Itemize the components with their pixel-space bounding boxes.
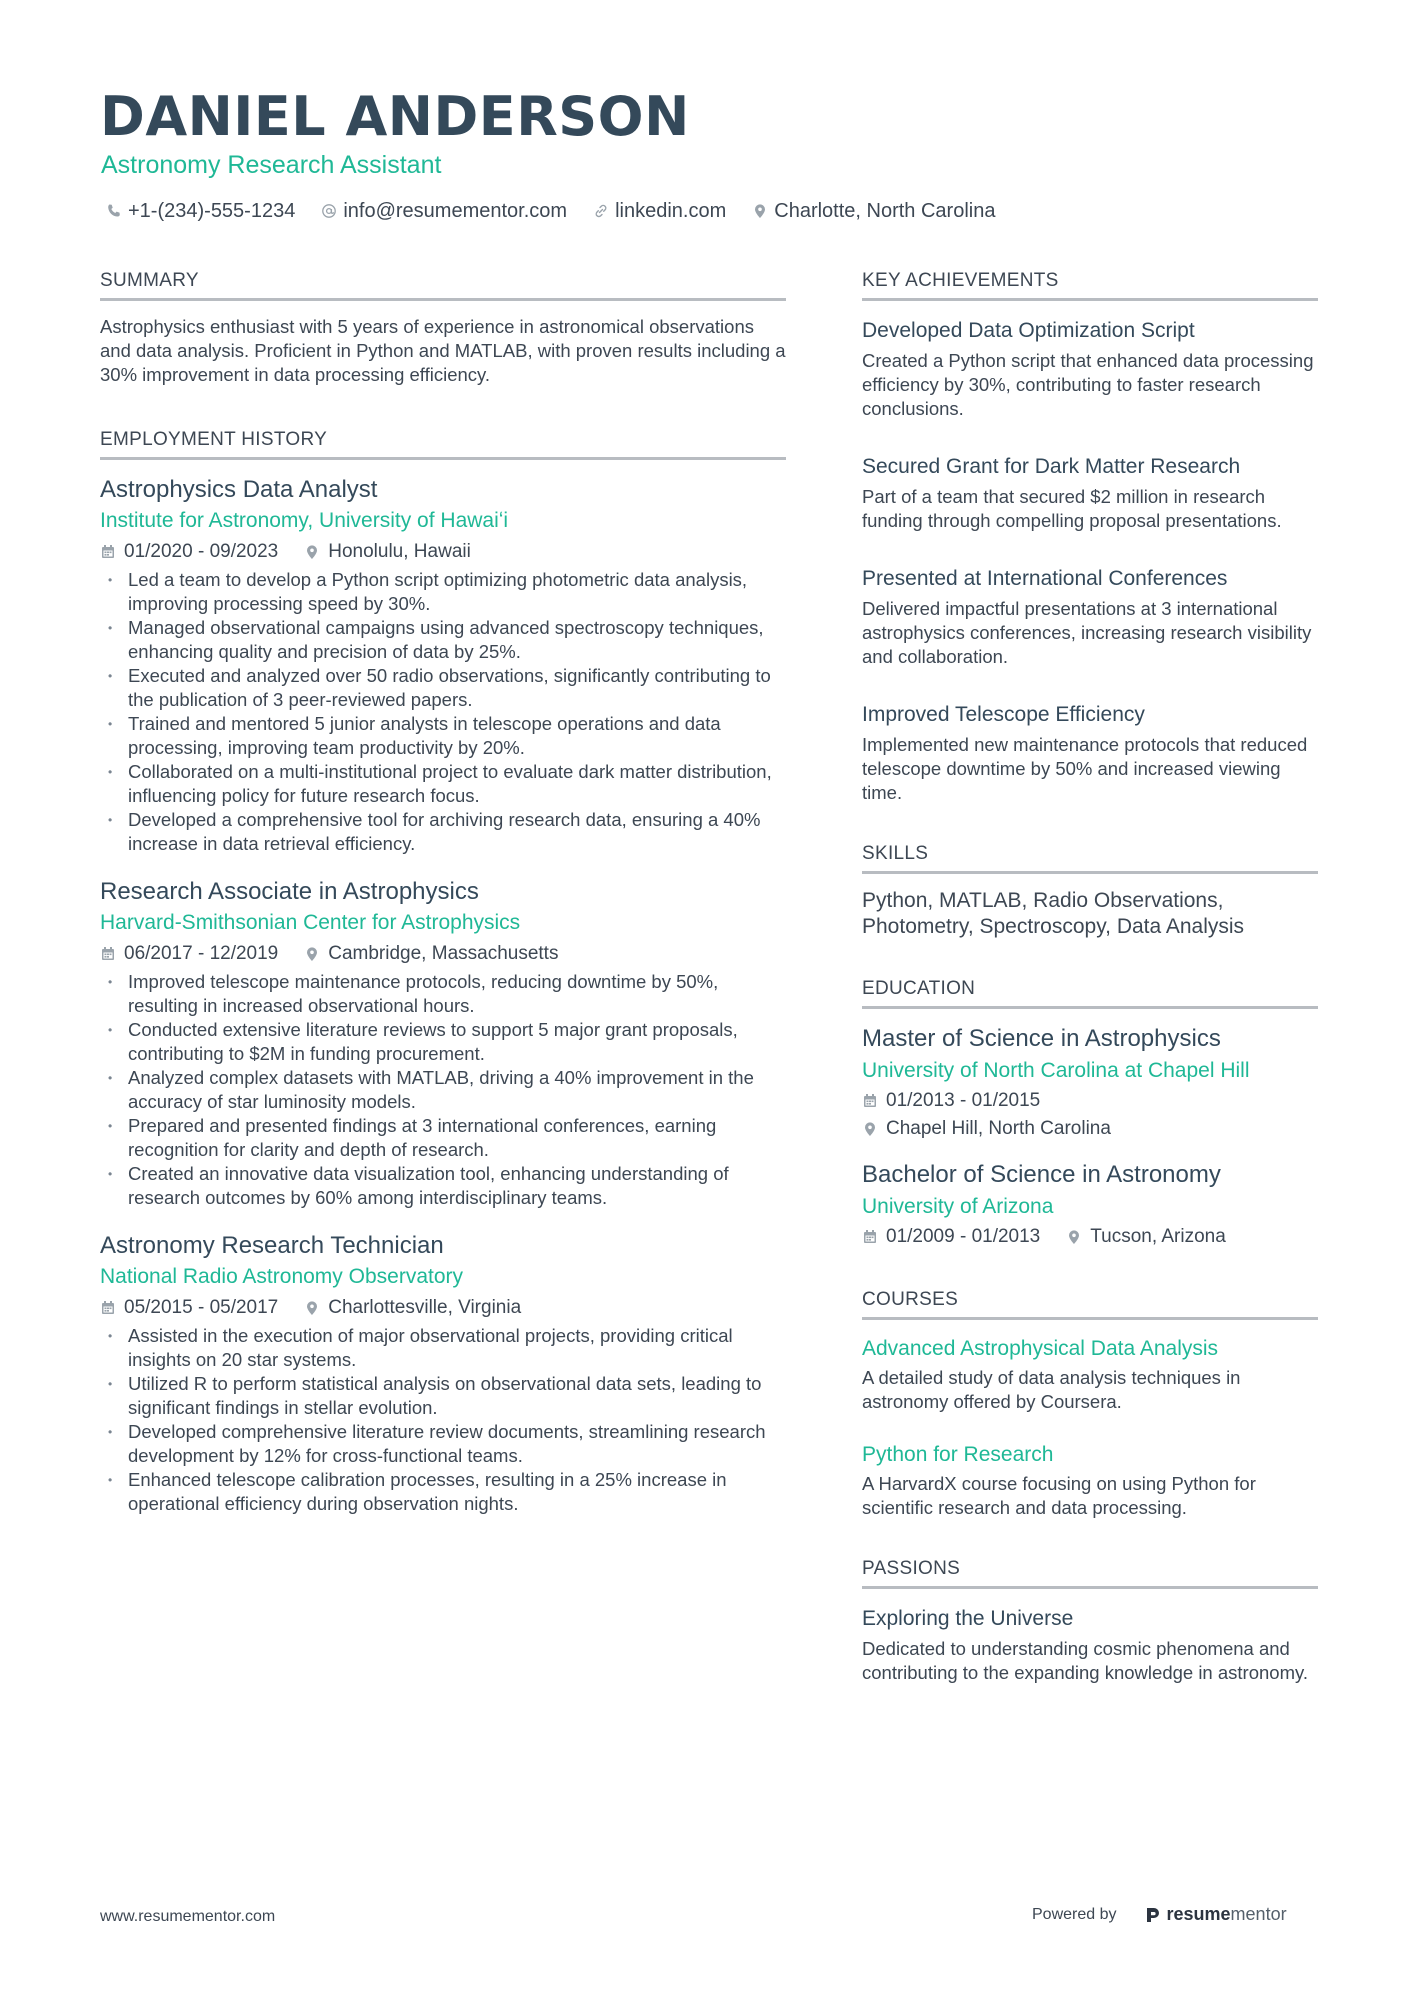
education-section bbox=[862, 976, 1318, 1251]
skills-text: Python, MATLAB, Radio Observations, Photometry, Spectroscopy, Data Analysis bbox=[862, 889, 1245, 938]
education-dates-text: 01/2013 - 01/2015 bbox=[886, 1090, 1041, 1111]
contact-phone[interactable] bbox=[106, 198, 295, 224]
brand-bold-text: resume bbox=[1166, 1904, 1231, 1924]
job-dates bbox=[100, 538, 278, 566]
achievement-text: Created a Python script that enhanced data processing efficiency by 30%, contributing to faster research conclusions. bbox=[862, 350, 1314, 419]
location-text: Charlotte, North Carolina bbox=[774, 200, 996, 222]
email-icon bbox=[321, 203, 337, 219]
job-location bbox=[304, 538, 471, 566]
job-dates bbox=[100, 1294, 278, 1322]
passion-title: Exploring the Universe bbox=[862, 1607, 1074, 1630]
calendar-icon bbox=[862, 1229, 878, 1245]
bullet-item: • Led a team to develop a Python script optimizing photometric data analysis, improving processing speed by 30%. bbox=[100, 568, 786, 616]
location-icon bbox=[752, 203, 768, 219]
course-title: Python for Research bbox=[862, 1443, 1054, 1466]
education-item bbox=[862, 1159, 1318, 1251]
passions-section bbox=[862, 1556, 1318, 1685]
courses-heading: COURSES bbox=[862, 1287, 1318, 1320]
bullet-item: • Managed observational campaigns using advanced spectroscopy techniques, enhancing quality and precision of data by 25%. bbox=[100, 616, 786, 664]
course-item bbox=[862, 1440, 1318, 1520]
job-location-text: Cambridge, Massachusetts bbox=[328, 943, 559, 964]
job-bullets bbox=[100, 568, 786, 856]
brand-logo[interactable] bbox=[1145, 1904, 1287, 1925]
bullet-item: • Improved telescope maintenance protocols, reducing downtime by 50%, resulting in increased observational hours. bbox=[100, 970, 786, 1018]
footer-branding bbox=[1032, 1904, 1287, 1925]
achievement-item bbox=[862, 451, 1318, 533]
left-column bbox=[100, 268, 786, 1536]
summary-section bbox=[100, 268, 786, 387]
achievement-item bbox=[862, 563, 1318, 669]
education-location-text: Tucson, Arizona bbox=[1090, 1226, 1226, 1247]
bullet-item: • Analyzed complex datasets with MATLAB, driving a 40% improvement in the accuracy of star luminosity models. bbox=[100, 1066, 786, 1114]
phone-text: +1-(234)-555-1234 bbox=[128, 200, 296, 222]
job-meta bbox=[100, 940, 786, 968]
bullet-item: • Trained and mentored 5 junior analysts in telescope operations and data processing, improving team productivity by 20%. bbox=[100, 712, 786, 760]
course-text: A detailed study of data analysis techniques in astronomy offered by Coursera. bbox=[862, 1367, 1241, 1412]
summary-text: Astrophysics enthusiast with 5 years of experience in astronomical observations and data analysis. Proficient in Python and MATLAB, with proven results including a 30% improvement in data processing efficiency. bbox=[100, 316, 786, 385]
contact-linkedin[interactable] bbox=[593, 198, 726, 224]
candidate-name: DANIEL ANDERSON bbox=[100, 85, 690, 148]
education-dates-item bbox=[862, 1087, 1040, 1115]
job-location bbox=[304, 1294, 521, 1322]
bullet-item: • Prepared and presented findings at 3 international conferences, earning recognition for clarity and depth of research. bbox=[100, 1114, 786, 1162]
bullet-item: • Assisted in the execution of major observational projects, providing critical insights on 20 star systems. bbox=[100, 1324, 786, 1372]
location-icon bbox=[304, 946, 320, 962]
achievements-section bbox=[862, 268, 1318, 805]
job-meta bbox=[100, 538, 786, 566]
education-school: University of Arizona bbox=[862, 1195, 1054, 1218]
education-heading: EDUCATION bbox=[862, 976, 1318, 1009]
job-location-text: Honolulu, Hawaii bbox=[328, 541, 471, 562]
education-dates bbox=[862, 1087, 1318, 1115]
achievement-title: Presented at International Conferences bbox=[862, 567, 1228, 590]
education-item bbox=[862, 1023, 1318, 1143]
right-column bbox=[862, 268, 1318, 1721]
job-company: Harvard-Smithsonian Center for Astrophysics bbox=[100, 911, 521, 934]
course-title: Advanced Astrophysical Data Analysis bbox=[862, 1337, 1219, 1360]
passions-heading: PASSIONS bbox=[862, 1556, 1318, 1589]
education-dates-item bbox=[862, 1223, 1040, 1251]
bullet-item: • Enhanced telescope calibration processes, resulting in a 25% increase in operational efficiency during observation nights. bbox=[100, 1468, 786, 1516]
contact-email[interactable] bbox=[321, 198, 567, 224]
education-degree: Master of Science in Astrophysics bbox=[862, 1025, 1221, 1052]
job-meta bbox=[100, 1294, 786, 1322]
job-title: Astronomy Research Technician bbox=[100, 1232, 444, 1259]
contact-bar bbox=[106, 198, 995, 224]
job-dates-text: 06/2017 - 12/2019 bbox=[124, 943, 279, 964]
education-location-item bbox=[1066, 1223, 1226, 1251]
email-text: info@resumementor.com bbox=[343, 200, 568, 222]
calendar-icon bbox=[100, 544, 116, 560]
bullet-item: • Developed comprehensive literature review documents, streamlining research development by 12% for cross-functional teams. bbox=[100, 1420, 786, 1468]
calendar-icon bbox=[862, 1093, 878, 1109]
achievement-text: Implemented new maintenance protocols that reduced telescope downtime by 50% and increased viewing time. bbox=[862, 734, 1308, 803]
skills-section bbox=[862, 841, 1318, 940]
achievement-title: Developed Data Optimization Script bbox=[862, 319, 1195, 342]
education-location-text: Chapel Hill, North Carolina bbox=[886, 1118, 1111, 1139]
job-entry bbox=[100, 474, 786, 856]
achievement-item bbox=[862, 315, 1318, 421]
course-text: A HarvardX course focusing on using Python for scientific research and data processing. bbox=[862, 1473, 1256, 1518]
powered-by-label: Powered by bbox=[1032, 1905, 1117, 1923]
achievements-heading: KEY ACHIEVEMENTS bbox=[862, 268, 1318, 301]
brand-logo-icon bbox=[1145, 1906, 1161, 1924]
job-entry bbox=[100, 876, 786, 1210]
job-title: Astrophysics Data Analyst bbox=[100, 476, 378, 503]
job-company: Institute for Astronomy, University of Hawaiʻi bbox=[100, 509, 509, 532]
bullet-item: • Executed and analyzed over 50 radio observations, significantly contributing to the publication of 3 peer-reviewed papers. bbox=[100, 664, 786, 712]
job-entry bbox=[100, 1230, 786, 1516]
course-item bbox=[862, 1334, 1318, 1414]
job-company: National Radio Astronomy Observatory bbox=[100, 1265, 463, 1288]
bullet-item: • Conducted extensive literature reviews to support 5 major grant proposals, contributing to $2M in funding procurement. bbox=[100, 1018, 786, 1066]
employment-heading: EMPLOYMENT HISTORY bbox=[100, 427, 786, 460]
job-bullets bbox=[100, 1324, 786, 1516]
education-location bbox=[862, 1115, 1318, 1143]
job-title: Research Associate in Astrophysics bbox=[100, 878, 479, 905]
achievement-text: Part of a team that secured $2 million in research funding through compelling proposal presentations. bbox=[862, 486, 1282, 531]
linkedin-text: linkedin.com bbox=[615, 200, 727, 222]
passion-text: Dedicated to understanding cosmic phenomena and contributing to the expanding knowledge in astronomy. bbox=[862, 1638, 1308, 1683]
achievement-title: Improved Telescope Efficiency bbox=[862, 703, 1145, 726]
achievement-text: Delivered impactful presentations at 3 international astrophysics conferences, increasing research visibility and collaboration. bbox=[862, 598, 1312, 667]
calendar-icon bbox=[100, 946, 116, 962]
passion-item bbox=[862, 1603, 1318, 1685]
job-location-text: Charlottesville, Virginia bbox=[328, 1297, 522, 1318]
job-bullets bbox=[100, 970, 786, 1210]
education-meta bbox=[862, 1223, 1318, 1251]
courses-section bbox=[862, 1287, 1318, 1520]
job-location bbox=[304, 940, 558, 968]
summary-heading: SUMMARY bbox=[100, 268, 786, 301]
skills-heading: SKILLS bbox=[862, 841, 1318, 874]
achievement-item bbox=[862, 699, 1318, 805]
bullet-item: • Utilized R to perform statistical analysis on observational data sets, leading to significant findings in stellar evolution. bbox=[100, 1372, 786, 1420]
achievement-title: Secured Grant for Dark Matter Research bbox=[862, 455, 1241, 478]
contact-location bbox=[752, 198, 995, 224]
job-dates-text: 05/2015 - 05/2017 bbox=[124, 1297, 279, 1318]
phone-icon bbox=[106, 203, 122, 219]
bullet-item: • Created an innovative data visualization tool, enhancing understanding of research outcomes by 60% among interdisciplinary teams. bbox=[100, 1162, 786, 1210]
candidate-title: Astronomy Research Assistant bbox=[101, 151, 442, 179]
employment-section bbox=[100, 427, 786, 1516]
brand-light-text: mentor bbox=[1230, 1904, 1287, 1924]
location-icon bbox=[304, 1300, 320, 1316]
education-school: University of North Carolina at Chapel Hill bbox=[862, 1059, 1250, 1082]
bullet-item: • Developed a comprehensive tool for archiving research data, ensuring a 40% increase in data retrieval efficiency. bbox=[100, 808, 786, 856]
location-icon bbox=[862, 1121, 878, 1137]
location-icon bbox=[1066, 1229, 1082, 1245]
link-icon bbox=[593, 203, 609, 219]
education-dates-text: 01/2009 - 01/2013 bbox=[886, 1226, 1041, 1247]
education-location-item bbox=[862, 1115, 1111, 1143]
calendar-icon bbox=[100, 1300, 116, 1316]
job-dates-text: 01/2020 - 09/2023 bbox=[124, 541, 279, 562]
location-icon bbox=[304, 544, 320, 560]
job-dates bbox=[100, 940, 278, 968]
education-degree: Bachelor of Science in Astronomy bbox=[862, 1161, 1221, 1188]
footer-website[interactable]: www.resumementor.com bbox=[100, 1908, 276, 1925]
bullet-item: • Collaborated on a multi-institutional project to evaluate dark matter distribution, influencing policy for future research focus. bbox=[100, 760, 786, 808]
